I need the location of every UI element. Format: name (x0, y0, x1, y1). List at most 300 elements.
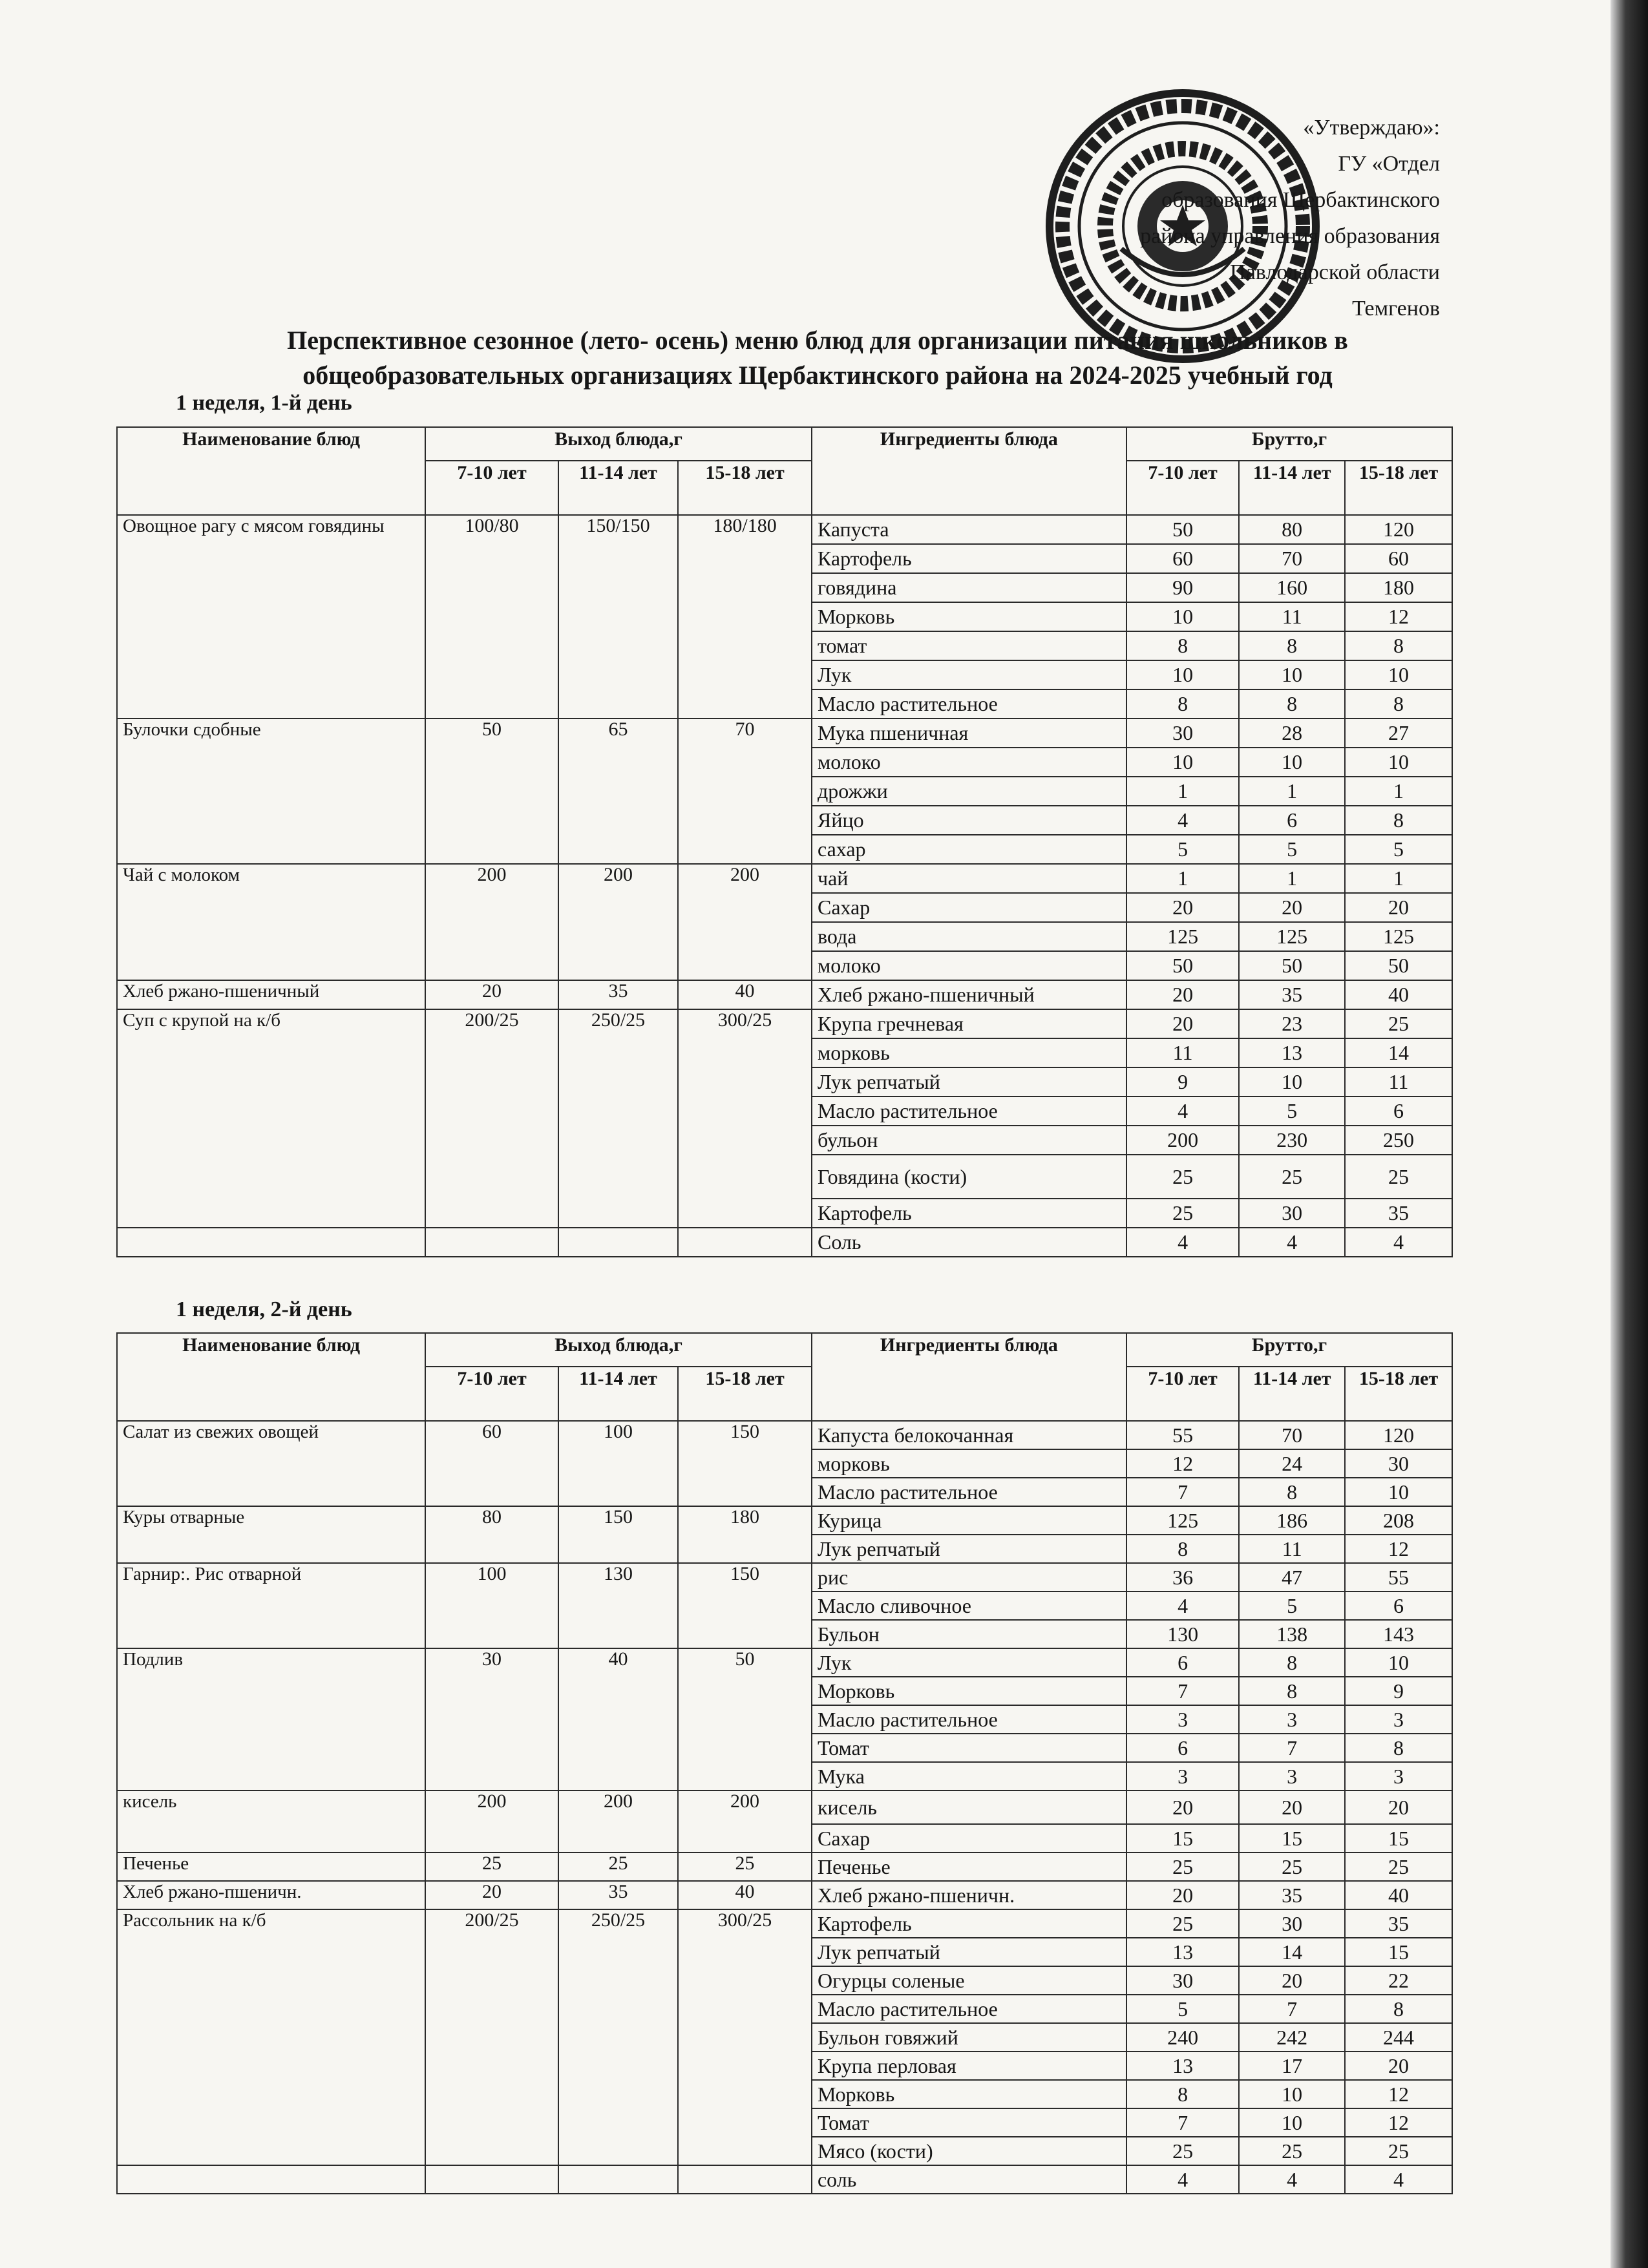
ingredient-name: Морковь (812, 1677, 1126, 1705)
ingredient-name: Масло сливочное (812, 1591, 1126, 1620)
day1-heading: 1 неделя, 1-й день (176, 391, 352, 415)
header-dish: Наименование блюд (117, 427, 425, 515)
table-row (117, 1853, 1452, 1881)
ingredient-brutto: 10 (1239, 748, 1345, 777)
ingredient-brutto: 70 (1239, 544, 1345, 573)
table-row (117, 2165, 1452, 2194)
dish-name: Чай с молоком (117, 864, 425, 980)
ingredient-brutto: 25 (1345, 1155, 1452, 1199)
ingredient-name: морковь (812, 1038, 1126, 1067)
table-row (117, 1909, 1452, 1938)
dish-yield: 200 (678, 1790, 812, 1853)
ingredient-brutto: 40 (1345, 1881, 1452, 1909)
ingredient-brutto: 10 (1239, 2108, 1345, 2137)
header-brutto-age1: 7-10 лет (1126, 461, 1239, 515)
ingredient-brutto: 5 (1239, 1591, 1345, 1620)
ingredient-brutto: 55 (1345, 1563, 1452, 1591)
ingredient-brutto: 11 (1345, 1067, 1452, 1097)
ingredient-name: молоко (812, 951, 1126, 980)
table-row (117, 1648, 1452, 1677)
ingredient-brutto: 186 (1239, 1506, 1345, 1535)
ingredient-brutto: 3 (1239, 1762, 1345, 1790)
ingredient-brutto: 6 (1345, 1591, 1452, 1620)
dish-name: Подлив (117, 1648, 425, 1790)
dish-yield: 60 (425, 1421, 558, 1506)
ingredient-brutto: 4 (1239, 2165, 1345, 2194)
ingredient-name: говядина (812, 573, 1126, 602)
ingredient-brutto: 27 (1345, 719, 1452, 748)
ingredient-brutto: 125 (1126, 1506, 1239, 1535)
header-yield: Выход блюда,г (425, 427, 812, 461)
ingredient-brutto: 20 (1126, 1790, 1239, 1824)
ingredient-name: Масло растительное (812, 1478, 1126, 1506)
ingredient-name: Масло растительное (812, 1995, 1126, 2023)
ingredient-brutto: 8 (1239, 1478, 1345, 1506)
table-row (117, 719, 1452, 748)
dish-name: Печенье (117, 1853, 425, 1881)
ingredient-name: Мука пшеничная (812, 719, 1126, 748)
ingredient-brutto: 120 (1345, 515, 1452, 544)
ingredient-brutto: 1 (1239, 864, 1345, 893)
header-yield-age3: 15-18 лет (678, 1367, 812, 1421)
header-yield-age3: 15-18 лет (678, 461, 812, 515)
ingredient-name: сахар (812, 835, 1126, 864)
ingredient-brutto: 125 (1239, 922, 1345, 951)
ingredient-name: Сахар (812, 893, 1126, 922)
ingredient-brutto: 4 (1239, 1228, 1345, 1257)
ingredient-brutto: 11 (1126, 1038, 1239, 1067)
dish-yield: 100 (425, 1563, 558, 1648)
ingredient-brutto: 10 (1239, 2080, 1345, 2108)
dish-yield (678, 1228, 812, 1257)
ingredient-brutto: 4 (1126, 1097, 1239, 1126)
ingredient-brutto: 7 (1239, 1734, 1345, 1762)
ingredient-brutto: 7 (1126, 1478, 1239, 1506)
ingredient-brutto: 28 (1239, 719, 1345, 748)
ingredient-name: Морковь (812, 2080, 1126, 2108)
ingredient-brutto: 20 (1126, 893, 1239, 922)
ingredient-brutto: 208 (1345, 1506, 1452, 1535)
ingredient-brutto: 20 (1239, 1790, 1345, 1824)
ingredient-brutto: 25 (1239, 2137, 1345, 2165)
ingredient-brutto: 3 (1239, 1705, 1345, 1734)
ingredient-brutto: 3 (1345, 1705, 1452, 1734)
dish-yield: 150/150 (558, 515, 678, 719)
ingredient-name: Картофель (812, 1909, 1126, 1938)
ingredient-brutto: 20 (1126, 1881, 1239, 1909)
dish-name: Хлеб ржано-пшеничн. (117, 1881, 425, 1909)
ingredient-brutto: 35 (1239, 980, 1345, 1009)
ingredient-brutto: 10 (1345, 660, 1452, 689)
dish-yield: 35 (558, 1881, 678, 1909)
ingredient-brutto: 60 (1345, 544, 1452, 573)
ingredient-brutto: 12 (1345, 2108, 1452, 2137)
approval-line: «Утверждаю»: (1303, 116, 1440, 140)
ingredient-name: Хлеб ржано-пшеничн. (812, 1881, 1126, 1909)
ingredient-name: кисель (812, 1790, 1126, 1824)
header-dish: Наименование блюд (117, 1333, 425, 1421)
ingredient-brutto: 8 (1345, 689, 1452, 719)
dish-yield: 180 (678, 1506, 812, 1563)
ingredient-brutto: 4 (1126, 1228, 1239, 1257)
ingredient-brutto: 8 (1239, 631, 1345, 660)
ingredient-brutto: 35 (1345, 1909, 1452, 1938)
ingredient-name: Лук (812, 660, 1126, 689)
ingredient-brutto: 47 (1239, 1563, 1345, 1591)
ingredient-name: молоко (812, 748, 1126, 777)
dish-yield (558, 2165, 678, 2194)
ingredient-name: Томат (812, 2108, 1126, 2137)
ingredient-brutto: 50 (1345, 951, 1452, 980)
ingredient-name: Сахар (812, 1824, 1126, 1853)
approval-line: ГУ «Отдел (1338, 152, 1440, 176)
ingredient-brutto: 5 (1345, 835, 1452, 864)
ingredient-brutto: 11 (1239, 602, 1345, 631)
ingredient-name: Картофель (812, 1199, 1126, 1228)
ingredient-brutto: 20 (1345, 1790, 1452, 1824)
ingredient-brutto: 35 (1345, 1199, 1452, 1228)
ingredient-brutto: 50 (1126, 951, 1239, 980)
ingredient-brutto: 1 (1126, 864, 1239, 893)
ingredient-brutto: 130 (1126, 1620, 1239, 1648)
scan-edge (1611, 0, 1648, 2268)
ingredient-brutto: 125 (1345, 922, 1452, 951)
ingredient-brutto: 10 (1345, 748, 1452, 777)
dish-yield: 50 (678, 1648, 812, 1790)
ingredient-brutto: 20 (1126, 980, 1239, 1009)
header-yield-age1: 7-10 лет (425, 461, 558, 515)
table-row (117, 1790, 1452, 1824)
dish-yield: 40 (558, 1648, 678, 1790)
ingredient-brutto: 20 (1239, 1966, 1345, 1995)
approval-line: образования Щербактинского (1161, 188, 1440, 212)
table-row (117, 1228, 1452, 1257)
dish-name (117, 1228, 425, 1257)
ingredient-brutto: 200 (1126, 1126, 1239, 1155)
ingredient-brutto: 17 (1239, 2052, 1345, 2080)
ingredient-brutto: 5 (1239, 1097, 1345, 1126)
dish-yield: 25 (425, 1853, 558, 1881)
ingredient-brutto: 70 (1239, 1421, 1345, 1449)
dish-name: Булочки сдобные (117, 719, 425, 864)
ingredient-brutto: 8 (1126, 2080, 1239, 2108)
dish-yield: 130 (558, 1563, 678, 1648)
dish-yield: 200/25 (425, 1009, 558, 1228)
ingredient-brutto: 1 (1345, 777, 1452, 806)
approval-line: Павлодарской области (1230, 260, 1440, 284)
ingredient-brutto: 25 (1126, 1155, 1239, 1199)
ingredient-name: Капуста белокочанная (812, 1421, 1126, 1449)
header-brutto: Брутто,г (1126, 427, 1452, 461)
ingredient-brutto: 15 (1126, 1824, 1239, 1853)
dish-yield: 35 (558, 980, 678, 1009)
dish-yield: 200 (678, 864, 812, 980)
dish-yield: 70 (678, 719, 812, 864)
header-brutto-age2: 11-14 лет (1239, 1367, 1345, 1421)
ingredient-name: соль (812, 2165, 1126, 2194)
ingredient-brutto: 20 (1345, 2052, 1452, 2080)
ingredient-brutto: 7 (1126, 2108, 1239, 2137)
ingredient-brutto: 138 (1239, 1620, 1345, 1648)
ingredient-name: Лук репчатый (812, 1067, 1126, 1097)
ingredient-brutto: 5 (1239, 835, 1345, 864)
table-row (117, 1506, 1452, 1535)
ingredient-brutto: 36 (1126, 1563, 1239, 1591)
ingredient-name: Яйцо (812, 806, 1126, 835)
ingredient-brutto: 3 (1345, 1762, 1452, 1790)
ingredient-name: Крупа перловая (812, 2052, 1126, 2080)
ingredient-brutto: 25 (1126, 1199, 1239, 1228)
ingredient-name: Бульон (812, 1620, 1126, 1648)
menu-table-day1 (116, 426, 1453, 1257)
ingredient-brutto: 120 (1345, 1421, 1452, 1449)
ingredient-name: Крупа гречневая (812, 1009, 1126, 1038)
ingredient-brutto: 12 (1345, 1535, 1452, 1563)
ingredient-brutto: 15 (1345, 1824, 1452, 1853)
ingredient-brutto: 3 (1126, 1762, 1239, 1790)
ingredient-brutto: 25 (1345, 1853, 1452, 1881)
ingredient-brutto: 244 (1345, 2023, 1452, 2052)
ingredient-brutto: 1 (1126, 777, 1239, 806)
dish-yield (425, 2165, 558, 2194)
title-line: Перспективное сезонное (лето- осень) меню блюд для организации питания школьников в (287, 326, 1348, 355)
table-row (117, 1881, 1452, 1909)
ingredient-brutto: 8 (1126, 689, 1239, 719)
dish-yield: 200 (558, 1790, 678, 1853)
ingredient-brutto: 10 (1126, 748, 1239, 777)
ingredient-name: Томат (812, 1734, 1126, 1762)
ingredient-brutto: 13 (1126, 1938, 1239, 1966)
dish-yield: 300/25 (678, 1009, 812, 1228)
ingredient-brutto: 7 (1239, 1995, 1345, 2023)
day2-heading: 1 неделя, 2-й день (176, 1297, 352, 1321)
dish-yield: 40 (678, 980, 812, 1009)
dish-yield: 200/25 (425, 1909, 558, 2165)
ingredient-brutto: 13 (1126, 2052, 1239, 2080)
ingredient-brutto: 14 (1239, 1938, 1345, 1966)
ingredient-brutto: 5 (1126, 835, 1239, 864)
ingredient-brutto: 4 (1345, 1228, 1452, 1257)
ingredient-brutto: 9 (1345, 1677, 1452, 1705)
ingredient-name: Хлеб ржано-пшеничный (812, 980, 1126, 1009)
dish-name: Суп с крупой на к/б (117, 1009, 425, 1228)
dish-name: Салат из свежих овощей (117, 1421, 425, 1506)
ingredient-brutto: 10 (1126, 660, 1239, 689)
ingredient-brutto: 8 (1239, 689, 1345, 719)
ingredient-brutto: 30 (1239, 1909, 1345, 1938)
ingredient-brutto: 14 (1345, 1038, 1452, 1067)
ingredient-brutto: 10 (1239, 660, 1345, 689)
dish-name: Гарнир:. Рис отварной (117, 1563, 425, 1648)
table-row (117, 1009, 1452, 1038)
dish-yield: 100/80 (425, 515, 558, 719)
dish-yield: 25 (558, 1853, 678, 1881)
ingredient-name: Лук репчатый (812, 1535, 1126, 1563)
dish-yield (425, 1228, 558, 1257)
dish-yield: 30 (425, 1648, 558, 1790)
ingredient-name: Мука (812, 1762, 1126, 1790)
ingredient-brutto: 30 (1239, 1199, 1345, 1228)
dish-yield: 25 (678, 1853, 812, 1881)
ingredient-brutto: 11 (1239, 1535, 1345, 1563)
table-row (117, 1563, 1452, 1591)
dish-name: Куры отварные (117, 1506, 425, 1563)
ingredient-brutto: 50 (1239, 951, 1345, 980)
ingredient-brutto: 4 (1345, 2165, 1452, 2194)
ingredient-brutto: 10 (1126, 602, 1239, 631)
ingredient-brutto: 8 (1345, 631, 1452, 660)
dish-yield (678, 2165, 812, 2194)
ingredient-name: вода (812, 922, 1126, 951)
ingredient-brutto: 60 (1126, 544, 1239, 573)
ingredient-name: морковь (812, 1449, 1126, 1478)
menu-table-day2 (116, 1332, 1453, 2194)
ingredient-brutto: 8 (1345, 1995, 1452, 2023)
ingredient-brutto: 25 (1345, 1009, 1452, 1038)
table-row (117, 1421, 1452, 1449)
ingredient-brutto: 30 (1126, 1966, 1239, 1995)
ingredient-brutto: 5 (1126, 1995, 1239, 2023)
ingredient-brutto: 8 (1126, 1535, 1239, 1563)
header-brutto-age3: 15-18 лет (1345, 461, 1452, 515)
ingredient-brutto: 8 (1239, 1648, 1345, 1677)
ingredient-brutto: 8 (1239, 1677, 1345, 1705)
header-yield-age1: 7-10 лет (425, 1367, 558, 1421)
dish-yield: 150 (678, 1563, 812, 1648)
ingredient-name: томат (812, 631, 1126, 660)
ingredient-brutto: 7 (1126, 1677, 1239, 1705)
ingredient-brutto: 160 (1239, 573, 1345, 602)
ingredient-name: Масло растительное (812, 689, 1126, 719)
ingredient-brutto: 1 (1345, 864, 1452, 893)
table-row (117, 515, 1452, 544)
dish-yield: 200 (425, 1790, 558, 1853)
dish-yield: 250/25 (558, 1909, 678, 2165)
table-row (117, 980, 1452, 1009)
ingredient-brutto: 20 (1126, 1009, 1239, 1038)
ingredient-brutto: 50 (1126, 515, 1239, 544)
dish-yield: 20 (425, 980, 558, 1009)
ingredient-brutto: 9 (1126, 1067, 1239, 1097)
ingredient-brutto: 15 (1345, 1938, 1452, 1966)
ingredient-brutto: 20 (1345, 893, 1452, 922)
approval-block (975, 110, 1440, 327)
dish-name: Овощное рагу с мясом говядины (117, 515, 425, 719)
ingredient-brutto: 180 (1345, 573, 1452, 602)
dish-yield: 180/180 (678, 515, 812, 719)
ingredient-brutto: 6 (1126, 1734, 1239, 1762)
ingredient-brutto: 4 (1126, 2165, 1239, 2194)
ingredient-brutto: 6 (1345, 1097, 1452, 1126)
ingredient-name: Бульон говяжий (812, 2023, 1126, 2052)
ingredient-name: Соль (812, 1228, 1126, 1257)
header-ingredients: Ингредиенты блюда (812, 427, 1126, 515)
ingredient-brutto: 10 (1345, 1648, 1452, 1677)
ingredient-brutto: 25 (1239, 1155, 1345, 1199)
ingredient-brutto: 55 (1126, 1421, 1239, 1449)
ingredient-brutto: 15 (1239, 1824, 1345, 1853)
header-brutto-age1: 7-10 лет (1126, 1367, 1239, 1421)
ingredient-brutto: 25 (1126, 2137, 1239, 2165)
ingredient-brutto: 25 (1126, 1853, 1239, 1881)
ingredient-brutto: 143 (1345, 1620, 1452, 1648)
dish-yield (558, 1228, 678, 1257)
dish-yield: 80 (425, 1506, 558, 1563)
dish-yield: 300/25 (678, 1909, 812, 2165)
ingredient-brutto: 8 (1345, 1734, 1452, 1762)
ingredient-name: Картофель (812, 544, 1126, 573)
header-brutto-age3: 15-18 лет (1345, 1367, 1452, 1421)
dish-yield: 50 (425, 719, 558, 864)
ingredient-brutto: 22 (1345, 1966, 1452, 1995)
dish-name: кисель (117, 1790, 425, 1853)
table-row (117, 864, 1452, 893)
header-ingredients: Ингредиенты блюда (812, 1333, 1126, 1421)
dish-name: Рассольник на к/б (117, 1909, 425, 2165)
ingredient-brutto: 25 (1239, 1853, 1345, 1881)
ingredient-name: Мясо (кости) (812, 2137, 1126, 2165)
ingredient-brutto: 3 (1126, 1705, 1239, 1734)
dish-yield: 20 (425, 1881, 558, 1909)
ingredient-brutto: 30 (1345, 1449, 1452, 1478)
ingredient-brutto: 240 (1126, 2023, 1239, 2052)
ingredient-brutto: 250 (1345, 1126, 1452, 1155)
ingredient-brutto: 6 (1239, 806, 1345, 835)
dish-yield: 250/25 (558, 1009, 678, 1228)
ingredient-brutto: 35 (1239, 1881, 1345, 1909)
dish-yield: 150 (558, 1506, 678, 1563)
ingredient-name: Говядина (кости) (812, 1155, 1126, 1199)
ingredient-name: Огурцы соленые (812, 1966, 1126, 1995)
header-yield: Выход блюда,г (425, 1333, 812, 1367)
ingredient-brutto: 1 (1239, 777, 1345, 806)
ingredient-name: Масло растительное (812, 1705, 1126, 1734)
ingredient-name: Лук репчатый (812, 1938, 1126, 1966)
ingredient-brutto: 10 (1239, 1067, 1345, 1097)
dish-yield: 40 (678, 1881, 812, 1909)
ingredient-brutto: 13 (1239, 1038, 1345, 1067)
ingredient-name: дрожжи (812, 777, 1126, 806)
ingredient-name: Морковь (812, 602, 1126, 631)
ingredient-brutto: 4 (1126, 1591, 1239, 1620)
dish-yield: 65 (558, 719, 678, 864)
header-yield-age2: 11-14 лет (558, 461, 678, 515)
header-yield-age2: 11-14 лет (558, 1367, 678, 1421)
header-brutto-age2: 11-14 лет (1239, 461, 1345, 515)
header-brutto: Брутто,г (1126, 1333, 1452, 1367)
ingredient-brutto: 23 (1239, 1009, 1345, 1038)
ingredient-name: Масло растительное (812, 1097, 1126, 1126)
approval-line: района управления образования (1140, 224, 1440, 248)
approval-line: Темгенов (1352, 297, 1440, 320)
ingredient-brutto: 10 (1345, 1478, 1452, 1506)
ingredient-name: Лук (812, 1648, 1126, 1677)
dish-yield: 150 (678, 1421, 812, 1506)
ingredient-brutto: 12 (1126, 1449, 1239, 1478)
dish-yield: 100 (558, 1421, 678, 1506)
ingredient-brutto: 6 (1126, 1648, 1239, 1677)
ingredient-brutto: 25 (1126, 1909, 1239, 1938)
ingredient-name: Печенье (812, 1853, 1126, 1881)
dish-yield: 200 (558, 864, 678, 980)
ingredient-brutto: 20 (1239, 893, 1345, 922)
ingredient-name: бульон (812, 1126, 1126, 1155)
ingredient-brutto: 12 (1345, 2080, 1452, 2108)
ingredient-name: Курица (812, 1506, 1126, 1535)
ingredient-name: рис (812, 1563, 1126, 1591)
ingredient-brutto: 90 (1126, 573, 1239, 602)
ingredient-brutto: 125 (1126, 922, 1239, 951)
